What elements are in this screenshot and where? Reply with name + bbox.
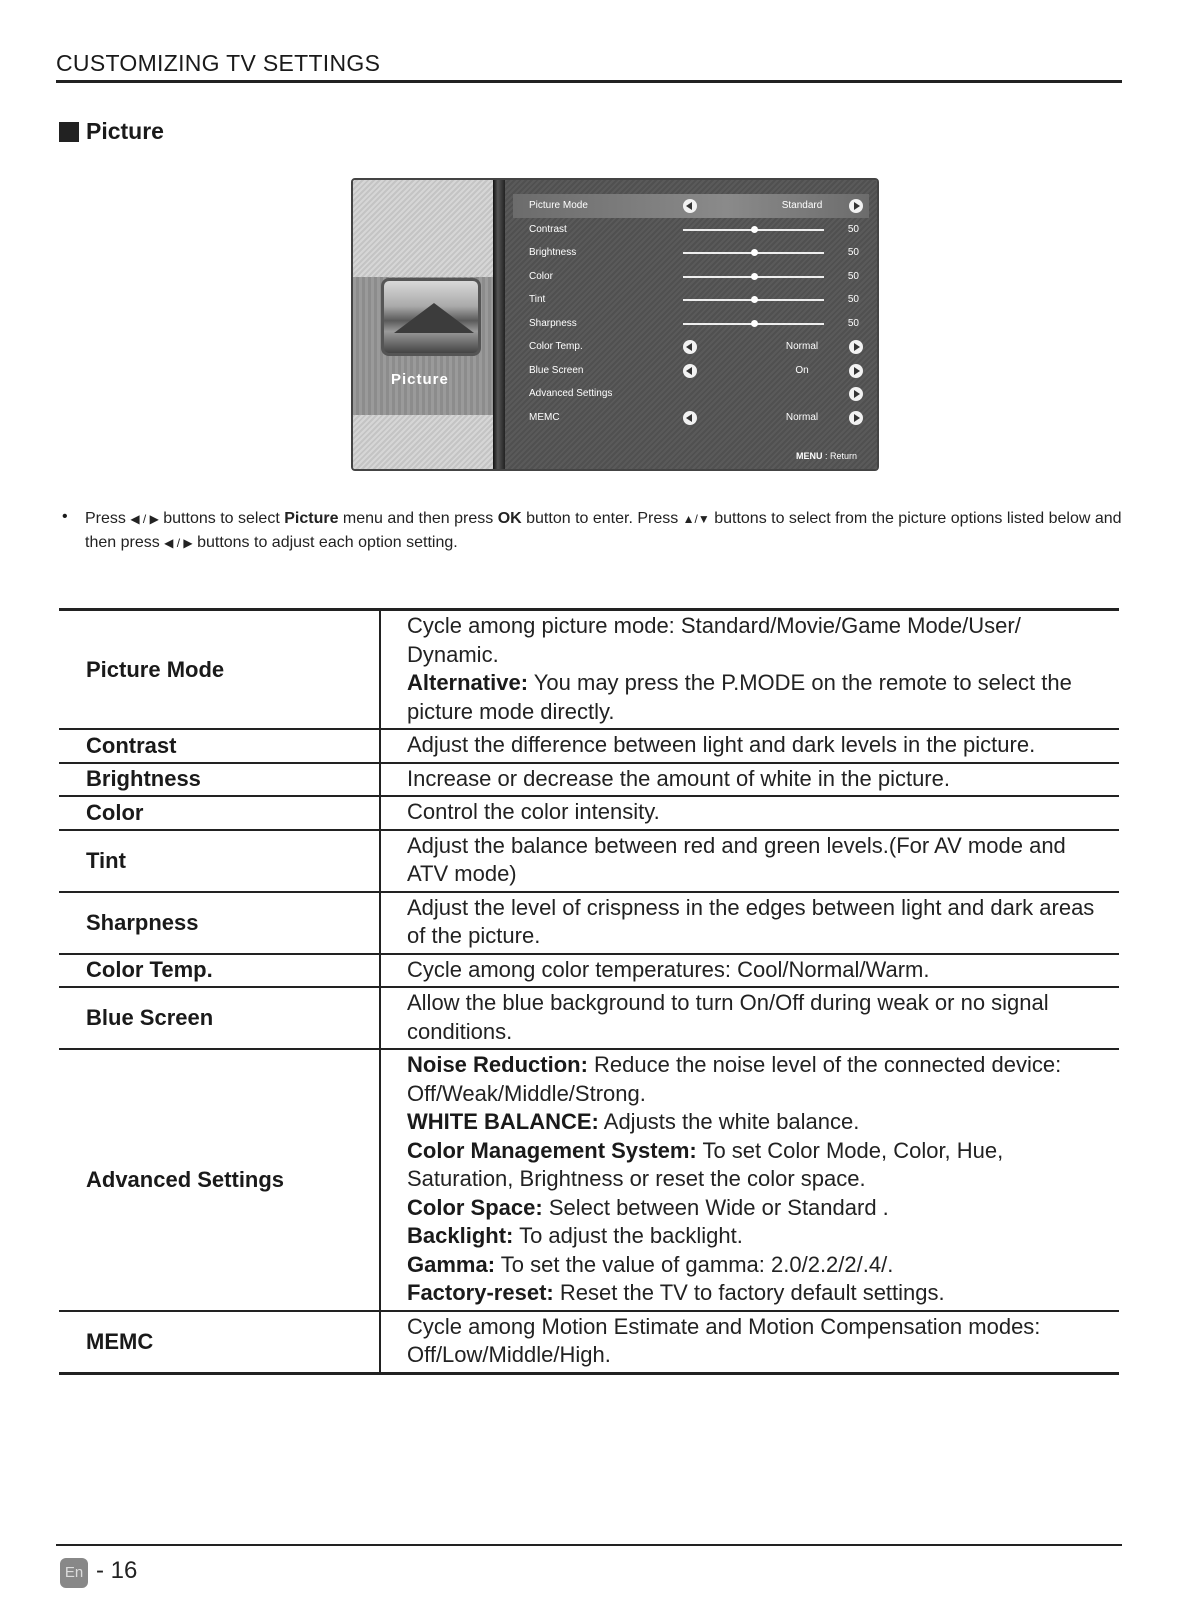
setting-description: [381, 611, 1119, 728]
arrow-left-icon: [683, 411, 697, 425]
setting-name: Blue Screen: [59, 988, 381, 1048]
description-line: [407, 1051, 1111, 1108]
arrow-right-icon: [849, 364, 863, 378]
section-heading: [59, 118, 164, 145]
menu-return-key: MENU: [795, 451, 823, 461]
table-row: [59, 955, 1119, 989]
language-badge: En: [60, 1558, 88, 1588]
setting-name: Color Temp.: [59, 955, 381, 987]
setting-description: [381, 764, 1119, 796]
table-row: [59, 608, 1119, 730]
description-line: [407, 1108, 1111, 1137]
arrow-right-icon: [849, 387, 863, 401]
description-line: [407, 1222, 1111, 1251]
table-row: [59, 764, 1119, 798]
table-row: [59, 730, 1119, 764]
description-line: [407, 1194, 1111, 1223]
menu-category-label: Picture: [391, 371, 449, 388]
menu-row-label: Contrast: [529, 223, 567, 235]
description-line: [407, 989, 1111, 1046]
menu-row: [513, 359, 869, 383]
arrow-right-icon: [849, 411, 863, 425]
description-term: Noise Reduction:: [407, 1052, 588, 1077]
description-term: Alternative:: [407, 670, 529, 695]
setting-description: [381, 893, 1119, 953]
menu-row: [513, 194, 869, 218]
picture-thumbnail-icon: [381, 278, 481, 356]
setting-description: [381, 1312, 1119, 1372]
table-row: [59, 1312, 1119, 1375]
menu-row-value: 50: [847, 223, 859, 235]
description-text: Adjust the level of crispness in the edges between light and dark areas of the picture.: [407, 894, 1095, 948]
setting-name: Color: [59, 797, 381, 829]
description-text: Adjust the balance between red and green levels.(For AV mode and ATV mode): [407, 832, 1066, 886]
instr-part: buttons to select: [158, 510, 285, 527]
instr-bold: Picture: [284, 510, 339, 527]
instr-part: button to enter. Press: [521, 510, 683, 527]
setting-description: [381, 1050, 1119, 1310]
page-number-value: 16: [110, 1557, 138, 1584]
description-line: [407, 894, 1111, 951]
menu-row: [513, 335, 869, 359]
description-term: Color Space:: [407, 1194, 543, 1220]
description-text: Allow the blue background to turn On/Off during weak or no signal conditions.: [407, 990, 1049, 1044]
table-row: [59, 988, 1119, 1050]
table-row: [59, 797, 1119, 831]
menu-row-value: 50: [847, 270, 859, 282]
description-term: Color Management System:: [407, 1137, 697, 1163]
menu-row-label: Picture Mode: [529, 200, 588, 211]
menu-row-label: Color Temp.: [529, 341, 583, 352]
menu-row: [513, 288, 869, 312]
description-text: Reset the TV to factory default settings.: [553, 1280, 945, 1305]
menu-row-label: MEMC: [529, 411, 560, 423]
description-line: [407, 956, 1111, 985]
description-text: To set the value of gamma: 2.0/2.2/2/.4/.: [495, 1251, 894, 1277]
menu-slider: [683, 299, 824, 301]
up-down-arrows-icon: ▲/▼: [682, 512, 710, 526]
instruction-text: [85, 507, 1125, 555]
arrow-right-icon: [849, 340, 863, 354]
menu-row-value: Standard: [781, 200, 823, 211]
menu-row: [513, 312, 869, 336]
table-row: [59, 1050, 1119, 1312]
menu-return-label: : Return: [822, 451, 857, 461]
setting-description: [381, 831, 1119, 891]
slider-knob: [751, 273, 758, 280]
description-line: [407, 765, 1111, 794]
description-line: [407, 832, 1111, 889]
settings-table: [59, 608, 1119, 1375]
slider-knob: [751, 226, 758, 233]
description-line: [407, 798, 1111, 827]
description-text: Cycle among picture mode: Standard/Movie/Game Mode/User/ Dynamic.: [407, 613, 1021, 667]
instr-part: buttons to select from the picture options listed below and then press: [85, 510, 1122, 551]
table-row: [59, 893, 1119, 955]
setting-name: Tint: [59, 831, 381, 891]
menu-row: [513, 218, 869, 242]
menu-row-label: Tint: [529, 294, 546, 305]
setting-description: [381, 988, 1119, 1048]
header-title: CUSTOMIZING TV SETTINGS: [56, 50, 381, 76]
setting-description: [381, 730, 1119, 762]
description-term: WHITE BALANCE:: [407, 1109, 599, 1134]
description-text: To set Color Mode, Color, Hue, Saturation, Brightness or reset the color space.: [407, 1137, 1004, 1191]
description-text: Increase or decrease the amount of white in the picture.: [407, 765, 950, 791]
menu-return-hint: [796, 451, 857, 461]
menu-row: [513, 241, 869, 265]
menu-row-label: Sharpness: [529, 317, 577, 329]
section-title: Picture: [86, 118, 164, 144]
table-row: [59, 831, 1119, 893]
description-text: Select between Wide or Standard .: [542, 1194, 889, 1220]
left-right-arrows-icon: ◀ / ▶: [164, 536, 193, 550]
instr-part: menu and then press: [338, 510, 498, 527]
description-line: [407, 1279, 1111, 1308]
instr-bold: OK: [497, 510, 522, 527]
description-line: [407, 612, 1111, 669]
description-text: Adjusts the white balance.: [598, 1109, 860, 1134]
setting-name: Sharpness: [59, 893, 381, 953]
square-bullet-icon: [59, 122, 79, 142]
menu-slider: [683, 323, 824, 325]
setting-name: Advanced Settings: [59, 1050, 381, 1310]
footer-rule: [56, 1544, 1122, 1546]
description-line: [407, 669, 1111, 726]
description-term: Factory-reset:: [407, 1280, 554, 1305]
menu-row-value: 50: [847, 247, 859, 258]
setting-name: MEMC: [59, 1312, 381, 1372]
setting-name: Picture Mode: [59, 611, 381, 728]
menu-row: [513, 265, 869, 289]
description-text: Cycle among Motion Estimate and Motion Compensation modes: Off/Low/Middle/High.: [407, 1313, 1041, 1367]
instr-part: Press: [85, 510, 131, 527]
description-text: You may press the P.MODE on the remote to select the picture mode directly.: [407, 670, 1072, 724]
menu-row-label: Color: [529, 270, 553, 282]
menu-row-label: Blue Screen: [529, 364, 584, 376]
page-header: [56, 50, 1122, 83]
description-line: [407, 1313, 1111, 1370]
instr-part: buttons to adjust each option setting.: [192, 534, 458, 551]
description-term: Gamma:: [407, 1251, 496, 1277]
setting-name: Brightness: [59, 764, 381, 796]
description-line: [407, 1251, 1111, 1280]
menu-options-panel: [505, 180, 877, 469]
instruction-bullet: •: [62, 508, 68, 525]
menu-slider: [683, 229, 824, 231]
slider-knob: [751, 296, 758, 303]
menu-row-value: Normal: [785, 411, 819, 423]
menu-row-value: 50: [847, 317, 859, 329]
description-text: Reduce the noise level of the connected device: Off/Weak/Middle/Strong.: [407, 1052, 1062, 1106]
menu-row-label: Advanced Settings: [529, 388, 613, 399]
menu-row-value: Normal: [785, 341, 819, 352]
description-line: [407, 731, 1111, 760]
arrow-left-icon: [683, 340, 697, 354]
menu-row-label: Brightness: [529, 247, 577, 258]
menu-row: [513, 382, 869, 406]
slider-knob: [751, 249, 758, 256]
menu-left-panel: [353, 180, 493, 469]
arrow-right-icon: [849, 199, 863, 213]
menu-row-value: 50: [847, 294, 859, 305]
description-text: Adjust the difference between light and dark levels in the picture.: [407, 732, 1036, 757]
description-text: To adjust the backlight.: [513, 1223, 743, 1248]
description-text: Cycle among color temperatures: Cool/Normal/Warm.: [407, 956, 930, 982]
arrow-left-icon: [683, 364, 697, 378]
slider-knob: [751, 320, 758, 327]
menu-slider: [683, 252, 824, 254]
tv-menu-screenshot: [351, 178, 879, 471]
page-number: - 16: [96, 1557, 138, 1584]
description-text: Control the color intensity.: [407, 799, 660, 824]
left-right-arrows-icon: ◀ / ▶: [130, 512, 159, 526]
menu-divider: [493, 180, 505, 469]
menu-row-value: On: [795, 364, 809, 376]
description-term: Backlight:: [407, 1223, 514, 1248]
setting-name: Contrast: [59, 730, 381, 762]
arrow-left-icon: [683, 199, 697, 213]
menu-slider: [683, 276, 824, 278]
setting-description: [381, 797, 1119, 829]
menu-row: [513, 406, 869, 430]
description-line: [407, 1137, 1111, 1194]
setting-description: [381, 955, 1119, 987]
